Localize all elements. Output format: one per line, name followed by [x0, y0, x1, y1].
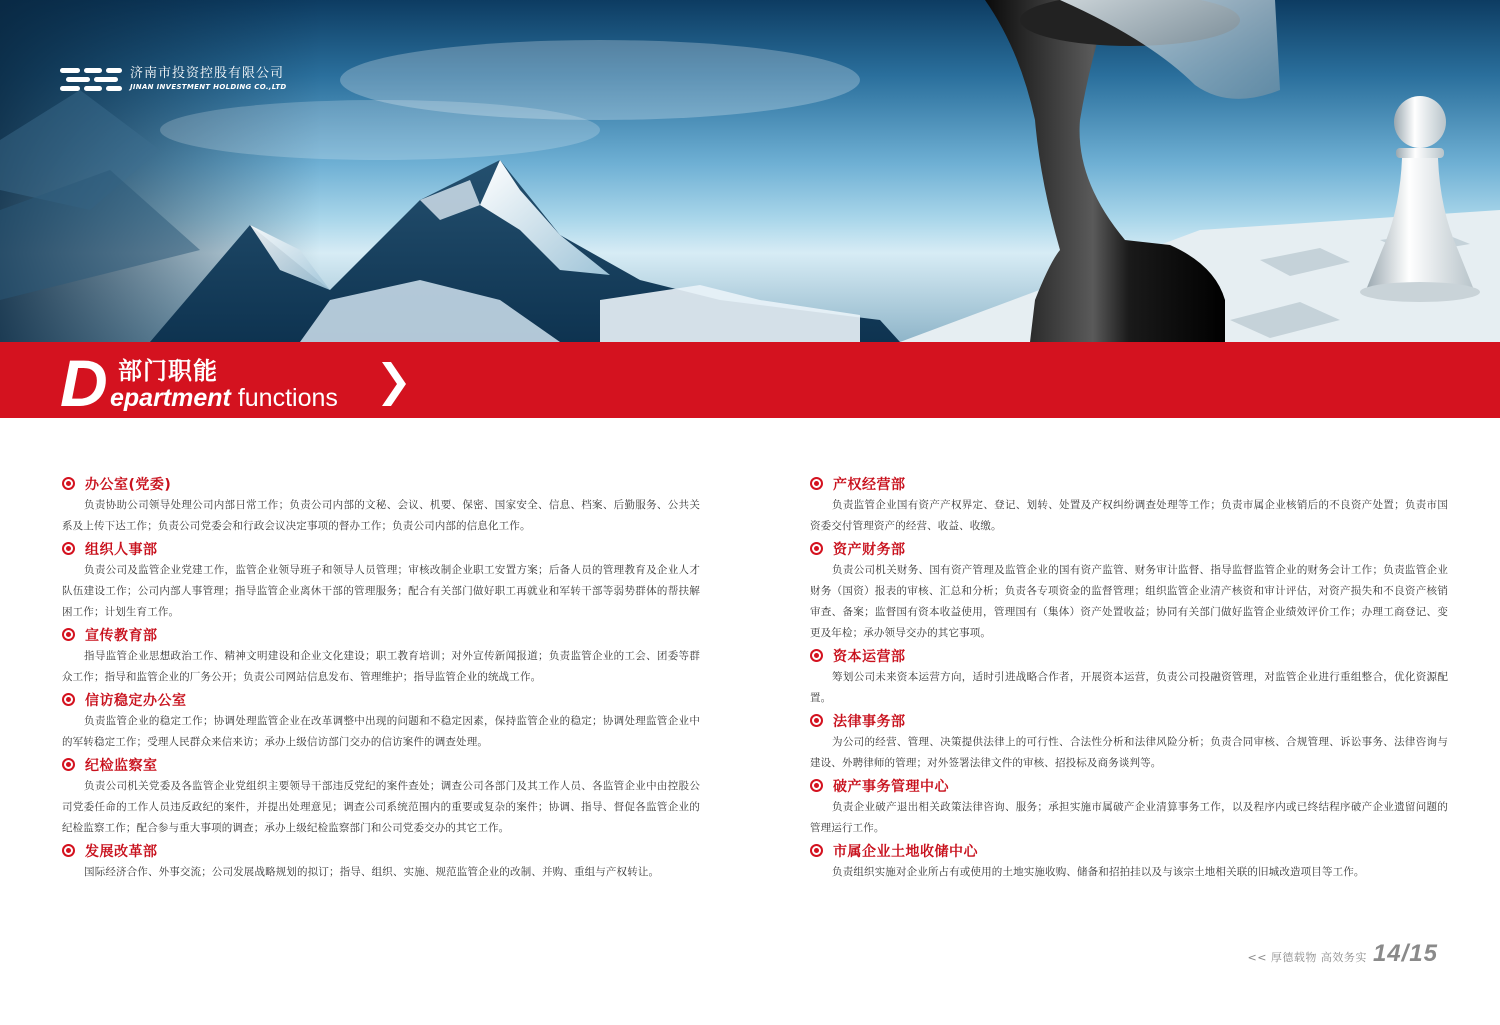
department-description: 负责组织实施对企业所占有或使用的土地实施收购、储备和招拍挂以及与该宗土地相关联的旧城改造项目等工作。 [832, 866, 1365, 878]
title-initial: D [60, 346, 108, 420]
page-footer [1248, 940, 1439, 968]
section-title-cn: 部门职能 [118, 357, 218, 385]
department-description: 筹划公司未来资本运营方向，适时引进战略合作者，开展资本运营，负责公司投融资管理，对监管企业进行重组整合，优化资源配置。 [810, 671, 1448, 704]
department-description: 国际经济合作、外事交流；公司发展战略规划的拟订；指导、组织、实施、规范监管企业的改制、并购、重组与产权转让。 [84, 866, 660, 878]
bullet-icon [62, 542, 75, 555]
department-title: 破产事务管理中心 [833, 778, 949, 795]
department-description: 负责协助公司领导处理公司内部日常工作；负责公司内部的文秘、会议、机要、保密、国家安全、信息、档案、后勤服务、公共关系及上传下达工作；负责公司党委会和行政会议决定事项的督办工作；负责公司内部的信息化工作。 [62, 499, 700, 532]
department-title: 资产财务部 [833, 541, 906, 558]
bullet-icon [810, 714, 823, 727]
department-organization-hr [60, 537, 700, 623]
logo-mark-icon [60, 62, 124, 96]
department-description: 指导监管企业思想政治工作、精神文明建设和企业文化建设；职工教育培训；对外宣传新闻报道；负责监管企业的工会、团委等群众工作；指导和监管企业的厂务公开；负责公司网站信息发布、管理维护；指导监管企业的统战工作。 [62, 650, 700, 683]
department-discipline [60, 753, 700, 839]
department-description: 负责公司及监管企业党建工作，监管企业领导班子和领导人员管理；审核改制企业职工安置方案；后备人员的管理教育及企业人才队伍建设工作；公司内部人事管理；指导监管企业离休干部的管理服务；配合有关部门做好职工再就业和军转干部等弱势群体的帮扶解困工作；计划生育工作。 [62, 564, 700, 618]
department-description: 负责监管企业的稳定工作；协调处理监管企业在改革调整中出现的问题和不稳定因素，保持监管企业的稳定；协调处理监管企业中的军转稳定工作；受理人民群众来信来访；承办上级信访部门交办的信访案件的调查处理。 [62, 715, 700, 748]
department-petition [60, 688, 700, 753]
department-description: 负责企业破产退出相关政策法律咨询、服务；承担实施市属破产企业清算事务工作，以及程序内或已终结程序破产企业遗留问题的管理运行工作。 [810, 801, 1448, 834]
bullet-icon [810, 542, 823, 555]
department-title: 组织人事部 [85, 541, 158, 558]
department-title: 宣传教育部 [85, 627, 158, 644]
department-bankruptcy-center [808, 774, 1448, 839]
department-description: 负责公司机关财务、国有资产管理及监管企业的国有资产监管、财务审计监督、指导监督监管企业的财务会计工作；负责监管企业财务（国资）报表的审核、汇总和分析；负责各专项资金的监督管理；组织监管企业清产核资和审计评估，对资产损失和不良资产核销审查、备案；监督国有资本收益使用，管理国有（集体）资产处置收益；协同有关部门做好监管企业绩效评价工作；办理工商登记、变更及年检；承办领导交办的其它事项。 [810, 564, 1448, 639]
department-office [60, 472, 700, 537]
bullet-icon [62, 628, 75, 641]
bullet-icon [62, 693, 75, 706]
company-name-cn: 济南市投资控股有限公司 [130, 66, 285, 81]
chevron-right-icon [378, 360, 408, 408]
department-description: 负责公司机关党委及各监管企业党组织主要领导干部违反党纪的案件查处；调查公司各部门及其工作人员、各监管企业中由控股公司党委任命的工作人员违反政纪的案件，并提出处理意见；调查公司系统范围内的重要或复杂的案件；协调、指导、督促各监管企业的纪检监察工作；配合参与重大事项的调查；承办上级纪检监察部门和公司党委交办的其它工作。 [62, 780, 700, 834]
department-title: 纪检监察室 [85, 757, 158, 774]
bullet-icon [810, 649, 823, 662]
page-numbers: 14/15 [1372, 940, 1438, 967]
company-logo [60, 62, 287, 96]
department-capital-operation [808, 644, 1448, 709]
bullet-icon [810, 477, 823, 490]
department-title: 发展改革部 [85, 843, 158, 860]
department-description: 为公司的经营、管理、决策提供法律上的可行性、合法性分析和法律风险分析；负责合同审核、合规管理、诉讼事务、法律咨询与建设、外聘律师的管理；对外签署法律文件的审核、招投标及商务谈判等。 [810, 736, 1448, 769]
section-title-en [110, 383, 338, 413]
bullet-icon [62, 844, 75, 857]
section-title-en-rest: epartment [110, 384, 231, 412]
department-property-rights [808, 472, 1448, 537]
right-department-list [808, 472, 1448, 883]
hero-illustration [0, 0, 1500, 342]
department-land-reserve-center [808, 839, 1448, 883]
section-title-en-tail: functions [230, 384, 338, 412]
department-description: 负责监管企业国有资产产权界定、登记、划转、处置及产权纠纷调查处理等工作；负责市属企业核销后的不良资产处置；负责市国资委交付管理资产的经营、收益、收缴。 [810, 499, 1448, 532]
department-title: 产权经营部 [833, 476, 906, 493]
department-publicity [60, 623, 700, 688]
department-asset-finance [808, 537, 1448, 644]
department-development [60, 839, 700, 883]
company-name-en: JINAN INVESTMENT HOLDING CO.,LTD [130, 83, 287, 91]
hero-banner [0, 0, 1500, 342]
left-department-list [60, 472, 700, 883]
footer-slogan: << 厚德载物 高效务实 [1247, 951, 1367, 964]
bullet-icon [62, 758, 75, 771]
department-title: 市属企业土地收储中心 [833, 843, 978, 860]
bullet-icon [810, 844, 823, 857]
department-title: 信访稳定办公室 [85, 692, 187, 709]
bullet-icon [810, 779, 823, 792]
bullet-icon [62, 477, 75, 490]
department-legal-affairs [808, 709, 1448, 774]
department-title: 办公室(党委) [85, 476, 172, 493]
department-title: 资本运营部 [833, 648, 906, 665]
department-title: 法律事务部 [833, 713, 906, 730]
